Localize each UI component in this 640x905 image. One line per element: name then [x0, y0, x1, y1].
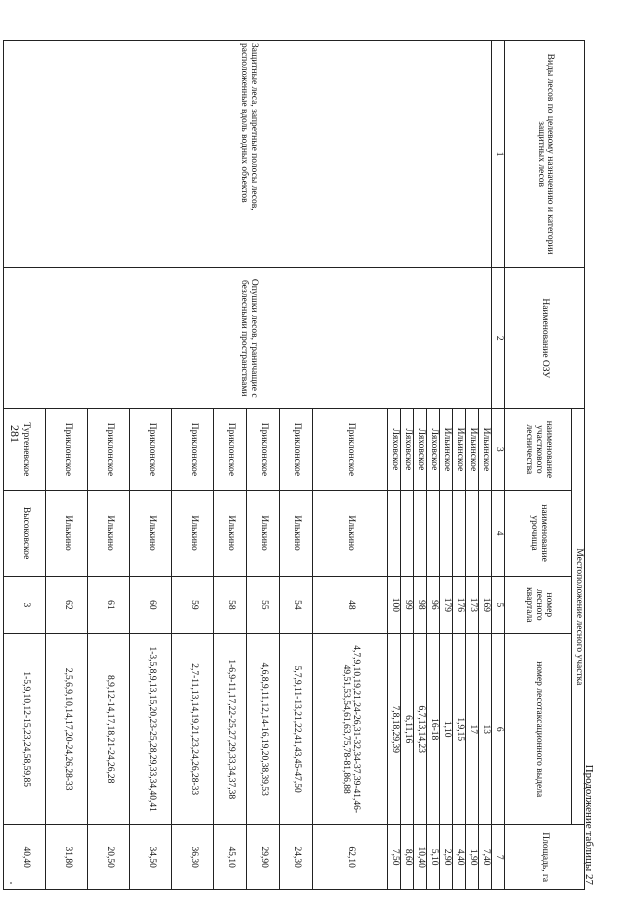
allotment-cell: 2,7-11,13,14,19,21,23,24,26,28-33	[172, 634, 214, 825]
allotment-cell: 17	[466, 634, 479, 825]
header-ozu: Наименование ОЗУ	[505, 268, 585, 409]
quarter-cell: 173	[466, 576, 479, 633]
forestry-cell: Приклонское	[46, 409, 88, 490]
area-cell: 40,40	[4, 825, 46, 890]
area-cell: 2,90	[440, 825, 453, 890]
allotment-cell: 16-18	[427, 634, 440, 825]
tract-cell	[401, 490, 414, 576]
quarter-cell: 55	[247, 576, 280, 633]
col-number: 2	[492, 268, 505, 409]
tract-cell	[479, 490, 492, 576]
forestry-cell: Приклонское	[247, 409, 280, 490]
quarter-cell: 169	[479, 576, 492, 633]
quarter-cell: 62	[46, 576, 88, 633]
forestry-cell: Приклонское	[313, 409, 388, 490]
allotment-cell: 7,8,18,29,39	[388, 634, 401, 825]
forestry-cell: Ильинское	[440, 409, 453, 490]
tract-cell: Илькино	[130, 490, 172, 576]
table-continuation-label: Продолжение таблицы 27	[583, 764, 595, 885]
quarter-cell: 96	[427, 576, 440, 633]
allotment-cell: 1-3,5,8,9,13,15,20,23-25,28,29,33,34,40,41	[130, 634, 172, 825]
area-cell: 24,30	[280, 825, 313, 890]
table-row	[479, 41, 492, 890]
col-number: 3	[492, 409, 505, 490]
forestry-cell: Ляховское	[427, 409, 440, 490]
tract-cell	[466, 490, 479, 576]
allotment-cell: 4,7,9,10,19,21,24-26,31-32,34-37,39-41,46-49,51,53,54,61,63,75,78-81,86,88	[313, 634, 388, 825]
allotment-cell: 1,9,15	[453, 634, 466, 825]
category-cell: Защитные леса, запретные полосы лесов, расположенные вдоль водных объектов	[4, 41, 492, 268]
area-cell: 4,40	[453, 825, 466, 890]
quarter-cell: 3	[4, 576, 46, 633]
quarter-cell: 99	[401, 576, 414, 633]
header-area: Площадь, га	[505, 825, 585, 890]
quarter-cell: 59	[172, 576, 214, 633]
header-quarter: номер лесного квартала	[505, 576, 572, 633]
allotment-cell: 5,7,9,11-13,21,22,41,43,45-47,50	[280, 634, 313, 825]
forestry-cell: Приклонское	[172, 409, 214, 490]
forest-table	[3, 40, 585, 890]
area-cell: 7,50	[388, 825, 401, 890]
forestry-cell: Приклонское	[214, 409, 247, 490]
area-cell: 34,50	[130, 825, 172, 890]
area-cell: 29,90	[247, 825, 280, 890]
area-cell: 1,90	[466, 825, 479, 890]
quarter-cell: 58	[214, 576, 247, 633]
col-number: 1	[492, 41, 505, 268]
tract-cell	[414, 490, 427, 576]
allotment-cell: 1-6,9-11,17,22-25,27,29,33,34,37,38	[214, 634, 247, 825]
allotment-cell: 8,9,12-14,17,18,21-24,26,28	[88, 634, 130, 825]
area-cell: 8,60	[401, 825, 414, 890]
forestry-cell: Ильинское	[479, 409, 492, 490]
quarter-cell: 100	[388, 576, 401, 633]
page-number: 281	[8, 425, 22, 443]
tract-cell: Илькино	[280, 490, 313, 576]
quarter-cell: 60	[130, 576, 172, 633]
tract-cell: Илькино	[88, 490, 130, 576]
quarter-cell: 98	[414, 576, 427, 633]
allotment-cell: 2,5,6,9,10,14,17,20-24,26,28-33	[46, 634, 88, 825]
forestry-cell: Тургеневское	[4, 409, 46, 490]
allotment-cell: 4,6,8,9,11,12,14-16,19,20,38,39,53	[247, 634, 280, 825]
quarter-cell: 48	[313, 576, 388, 633]
tract-cell	[427, 490, 440, 576]
forestry-cell: Приклонское	[280, 409, 313, 490]
col-number: 4	[492, 490, 505, 576]
forestry-cell: Ляховское	[414, 409, 427, 490]
allotment-cell: 6,11,16	[401, 634, 414, 825]
ozu-cell: Опушки лесов, граничащие с безлесными пространствами	[4, 268, 492, 409]
area-cell: 20,50	[88, 825, 130, 890]
tract-cell	[453, 490, 466, 576]
area-cell: 36,30	[172, 825, 214, 890]
tract-cell: Илькино	[313, 490, 388, 576]
tract-cell: Илькино	[214, 490, 247, 576]
quarter-cell: 179	[440, 576, 453, 633]
tract-cell	[388, 490, 401, 576]
rotated-page-content	[20, 40, 595, 890]
forestry-cell: Приклонское	[130, 409, 172, 490]
header-forestry: наименование участкового лесничества	[505, 409, 572, 490]
header-allotment: номер лесотаксационного выдела	[505, 634, 572, 825]
area-cell: 10,40	[414, 825, 427, 890]
area-cell: 62,10	[313, 825, 388, 890]
forestry-cell: Ильинское	[453, 409, 466, 490]
forestry-cell: Ляховское	[388, 409, 401, 490]
tract-cell: Илькино	[247, 490, 280, 576]
col-number: 5	[492, 576, 505, 633]
allotment-cell: 1,10	[440, 634, 453, 825]
header-category: Виды лесов по целевому назначению и категории защитных лесов	[505, 41, 585, 268]
col-number: 7	[492, 825, 505, 890]
area-cell: 45,10	[214, 825, 247, 890]
area-cell: 7,40	[479, 825, 492, 890]
forestry-cell: Ильинское	[466, 409, 479, 490]
allotment-cell: 1-5,9,10,12-15,23,24,58,59,85	[4, 634, 46, 825]
tract-cell	[440, 490, 453, 576]
area-cell: 31,80	[46, 825, 88, 890]
allotment-cell: 13	[479, 634, 492, 825]
tract-cell: Высоковское	[4, 490, 46, 576]
forestry-cell: Ляховское	[401, 409, 414, 490]
tract-cell: Илькино	[172, 490, 214, 576]
quarter-cell: 61	[88, 576, 130, 633]
header-location-group: Местоположение лесного участка	[572, 409, 585, 825]
area-cell: 5,10	[427, 825, 440, 890]
header-tract: наименование урочища	[505, 490, 572, 576]
forestry-cell: Приклонское	[88, 409, 130, 490]
allotment-cell: 6,7,13,14,23	[414, 634, 427, 825]
tract-cell: Илькино	[46, 490, 88, 576]
quarter-cell: 54	[280, 576, 313, 633]
col-number: 6	[492, 634, 505, 825]
quarter-cell: 176	[453, 576, 466, 633]
